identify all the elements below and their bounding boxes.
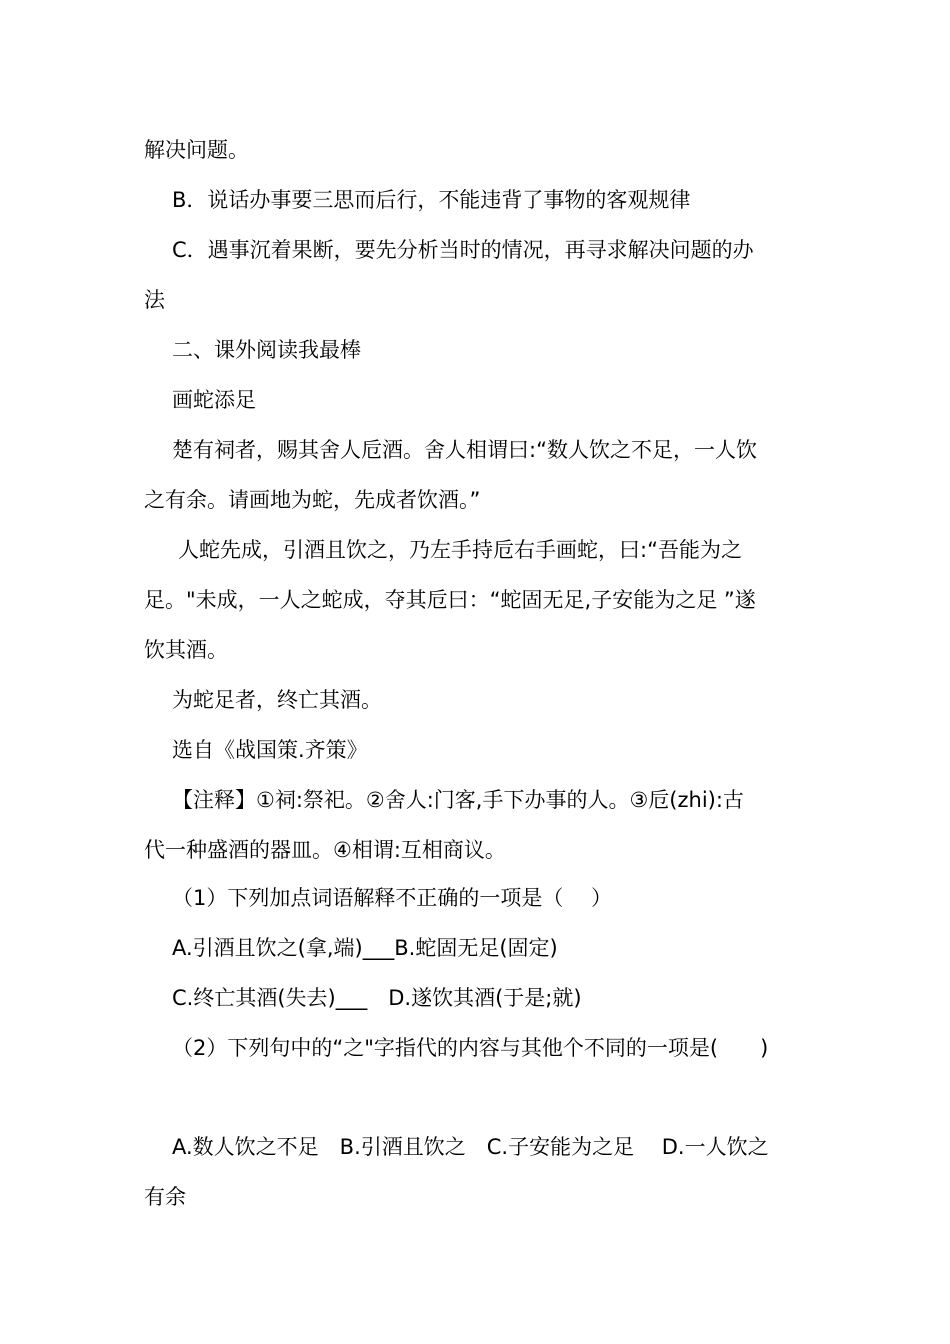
story-paragraph-2: 人蛇先成，引酒且饮之，乃左手持卮右手画蛇，曰:“吾能为之 (178, 538, 742, 562)
story-paragraph-1: 楚有祠者，赐其舍人卮酒。舍人相谓曰:“数人饮之不足，一人饮 (172, 438, 757, 462)
question-1: （1）下列加点词语解释不正确的一项是（ ） (172, 886, 613, 910)
story-paragraph-1-cont: 之有余。请画地为蛇，先成者饮酒。” (144, 488, 481, 512)
notes-line-cont: 代一种盛酒的器皿。④相谓:互相商议。 (144, 838, 506, 862)
story-source: 选自《战国策.齐策》 (172, 738, 368, 762)
question-2-options-cont: 有余 (144, 1185, 186, 1209)
story-paragraph-3: 为蛇足者，终亡其酒。 (172, 688, 382, 712)
question-2: （2）下列句中的“之"字指代的内容与其他个不同的一项是( ) (172, 1036, 769, 1060)
section-heading: 二、课外阅读我最棒 (172, 338, 361, 362)
story-paragraph-2-end: 饮其酒。 (144, 638, 228, 662)
question-1-options-ab: A.引酒且饮之(拿,端)___B.蛇固无足(固定) (172, 936, 558, 960)
question-2-options: A.数人饮之不足 B.引酒且饮之 C.子安能为之足 D.一人饮之 (172, 1135, 769, 1159)
story-paragraph-2-cont: 足。"未成，一人之蛇成，夺其卮曰：“蛇固无足,子安能为之足 ”遂 (144, 588, 756, 612)
text-line-1: 解决问题。 (144, 138, 249, 162)
question-1-options-cd: C.终亡其酒(失去)___ D.遂饮其酒(于是;就) (172, 986, 582, 1010)
option-c-line: C．遇事沉着果断，要先分析当时的情况，再寻求解决问题的办 (172, 238, 754, 262)
notes-line: 【注释】①祠:祭祀。②舍人:门客,手下办事的人。③卮(zhi):古 (172, 788, 744, 812)
option-c-continuation: 法 (144, 288, 165, 312)
option-b-line: B．说话办事要三思而后行，不能违背了事物的客观规律 (172, 188, 691, 212)
story-title: 画蛇添足 (172, 388, 256, 412)
